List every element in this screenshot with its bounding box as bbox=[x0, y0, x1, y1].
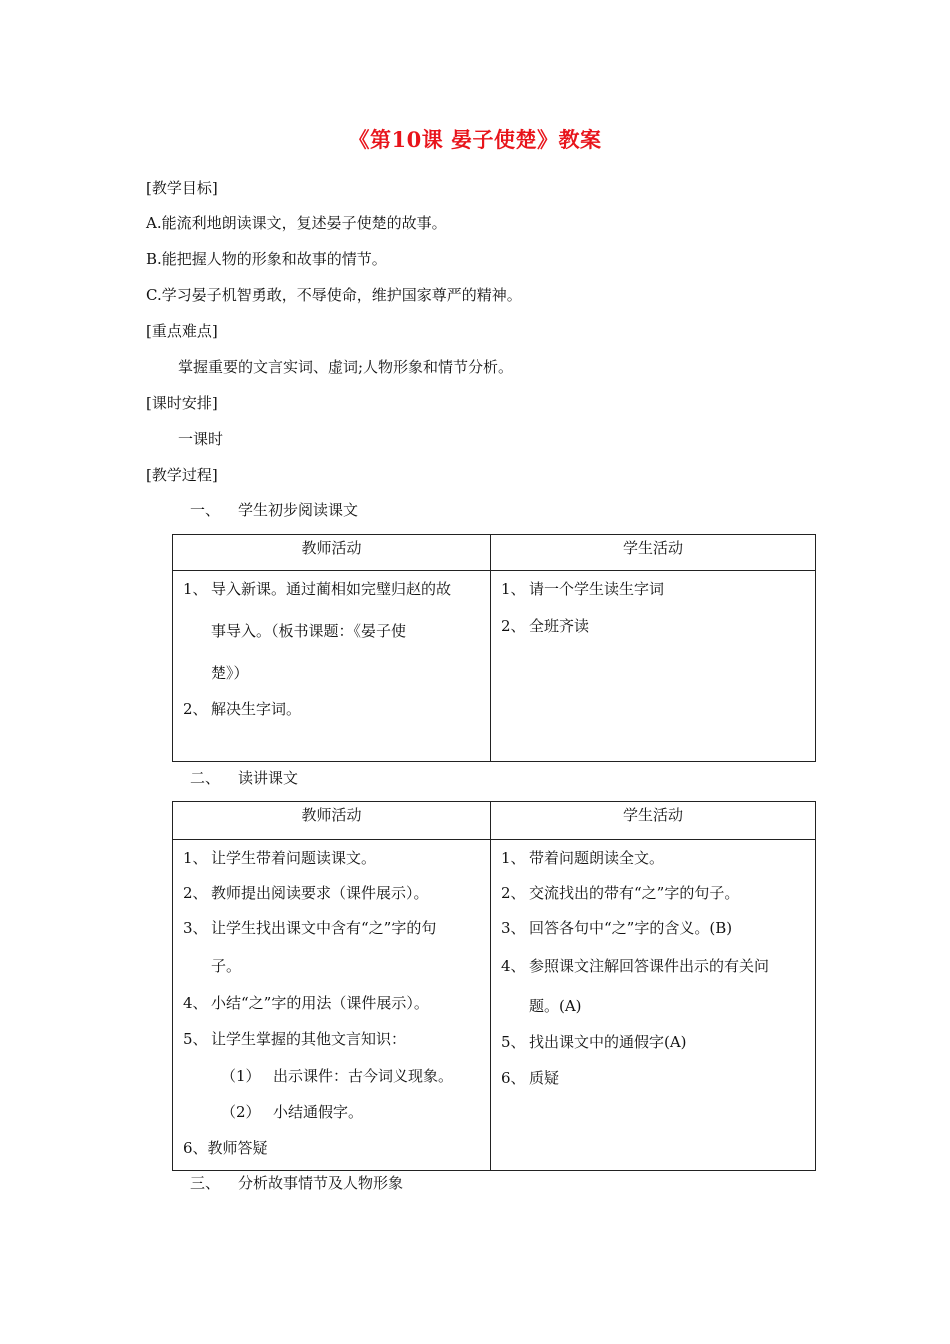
list-item: （2） 小结通假字。 bbox=[221, 1103, 364, 1121]
document-title: 《第10课 晏子使楚》教案 bbox=[348, 127, 602, 152]
objective-b: B.能把握人物的形象和故事的情节。 bbox=[146, 250, 387, 268]
list-item: 5、 让学生掌握的其他文言知识： bbox=[183, 1030, 407, 1048]
list-item: 1、 导入新课。通过蔺相如完璧归赵的故 事导入。（板书课题：《晏子使 楚》） bbox=[183, 579, 482, 699]
schedule-text: 一课时 bbox=[178, 430, 224, 448]
list-item-line: 楚》） bbox=[211, 664, 249, 682]
objective-a: A.能流利地朗读课文，复述晏子使楚的故事。 bbox=[146, 214, 447, 232]
objectives-heading: [教学目标] bbox=[146, 179, 218, 197]
list-item: 2、 解决生字词。 bbox=[183, 700, 302, 718]
objective-c: C.学习晏子机智勇敢，不辱使命，维护国家尊严的精神。 bbox=[146, 286, 522, 304]
step1-student-cell bbox=[491, 571, 816, 762]
step1-student-header: 学生活动 bbox=[491, 535, 816, 571]
step1-heading bbox=[190, 500, 358, 520]
step3-title: 分析故事情节及人物形象 bbox=[238, 1174, 404, 1192]
step2-teacher-cell bbox=[173, 840, 491, 1171]
step2-teacher-header: 教师活动 bbox=[173, 802, 491, 840]
list-item-line: 参照课文注解回答课件出示的有关问 bbox=[529, 957, 770, 975]
step3-heading bbox=[190, 1173, 403, 1193]
list-item-line: 事导入。（板书课题：《晏子使 bbox=[211, 622, 407, 640]
step2-title: 读讲课文 bbox=[238, 769, 299, 787]
step1-teacher-header: 教师活动 bbox=[173, 535, 491, 571]
key-points-text: 掌握重要的文言实词、虚词;人物形象和情节分析。 bbox=[178, 358, 514, 376]
list-item-line: 子。 bbox=[211, 957, 242, 975]
step2-number: 二、 bbox=[190, 769, 221, 787]
process-heading: [教学过程] bbox=[146, 466, 218, 484]
list-item-line: 导入新课。通过蔺相如完璧归赵的故 bbox=[211, 580, 452, 598]
list-item: 4、 参照课文注解回答课件出示的有关问 题。(A) bbox=[501, 956, 807, 1032]
step1-table bbox=[172, 534, 816, 762]
step2-heading bbox=[190, 768, 298, 788]
step2-student-header: 学生活动 bbox=[491, 802, 816, 840]
step1-number: 一、 bbox=[190, 501, 221, 519]
list-item: 3、 让学生找出课文中含有“之”字的句 子。 bbox=[183, 918, 482, 993]
list-item: 2、 教师提出阅读要求（课件展示）。 bbox=[183, 884, 429, 902]
list-item: （1） 出示课件：古今词义现象。 bbox=[221, 1067, 454, 1085]
list-item: 6、教师答疑 bbox=[183, 1139, 268, 1157]
list-item: 1、 带着问题朗读全文。 bbox=[501, 849, 665, 867]
list-item-line: 题。(A) bbox=[529, 997, 582, 1015]
step1-teacher-cell bbox=[173, 571, 491, 762]
step1-title: 学生初步阅读课文 bbox=[238, 501, 359, 519]
list-item-line: 让学生找出课文中含有“之”字的句 bbox=[211, 919, 437, 937]
list-item: 2、 全班齐读 bbox=[501, 617, 590, 635]
list-item: 1、 让学生带着问题读课文。 bbox=[183, 849, 377, 867]
list-item: 4、 小结“之”字的用法（课件展示）。 bbox=[183, 994, 429, 1012]
step3-number: 三、 bbox=[190, 1174, 221, 1192]
step2-table bbox=[172, 801, 816, 1171]
schedule-heading: [课时安排] bbox=[146, 394, 218, 412]
step2-student-cell bbox=[491, 840, 816, 1171]
list-item: 1、 请一个学生读生字词 bbox=[501, 580, 665, 598]
list-item: 6、 质疑 bbox=[501, 1069, 560, 1087]
key-points-heading: [重点难点] bbox=[146, 322, 218, 340]
list-item: 2、 交流找出的带有“之”字的句子。 bbox=[501, 884, 740, 902]
list-item: 3、 回答各句中“之”字的含义。(B) bbox=[501, 919, 733, 937]
list-item: 5、 找出课文中的通假字(A) bbox=[501, 1033, 687, 1051]
